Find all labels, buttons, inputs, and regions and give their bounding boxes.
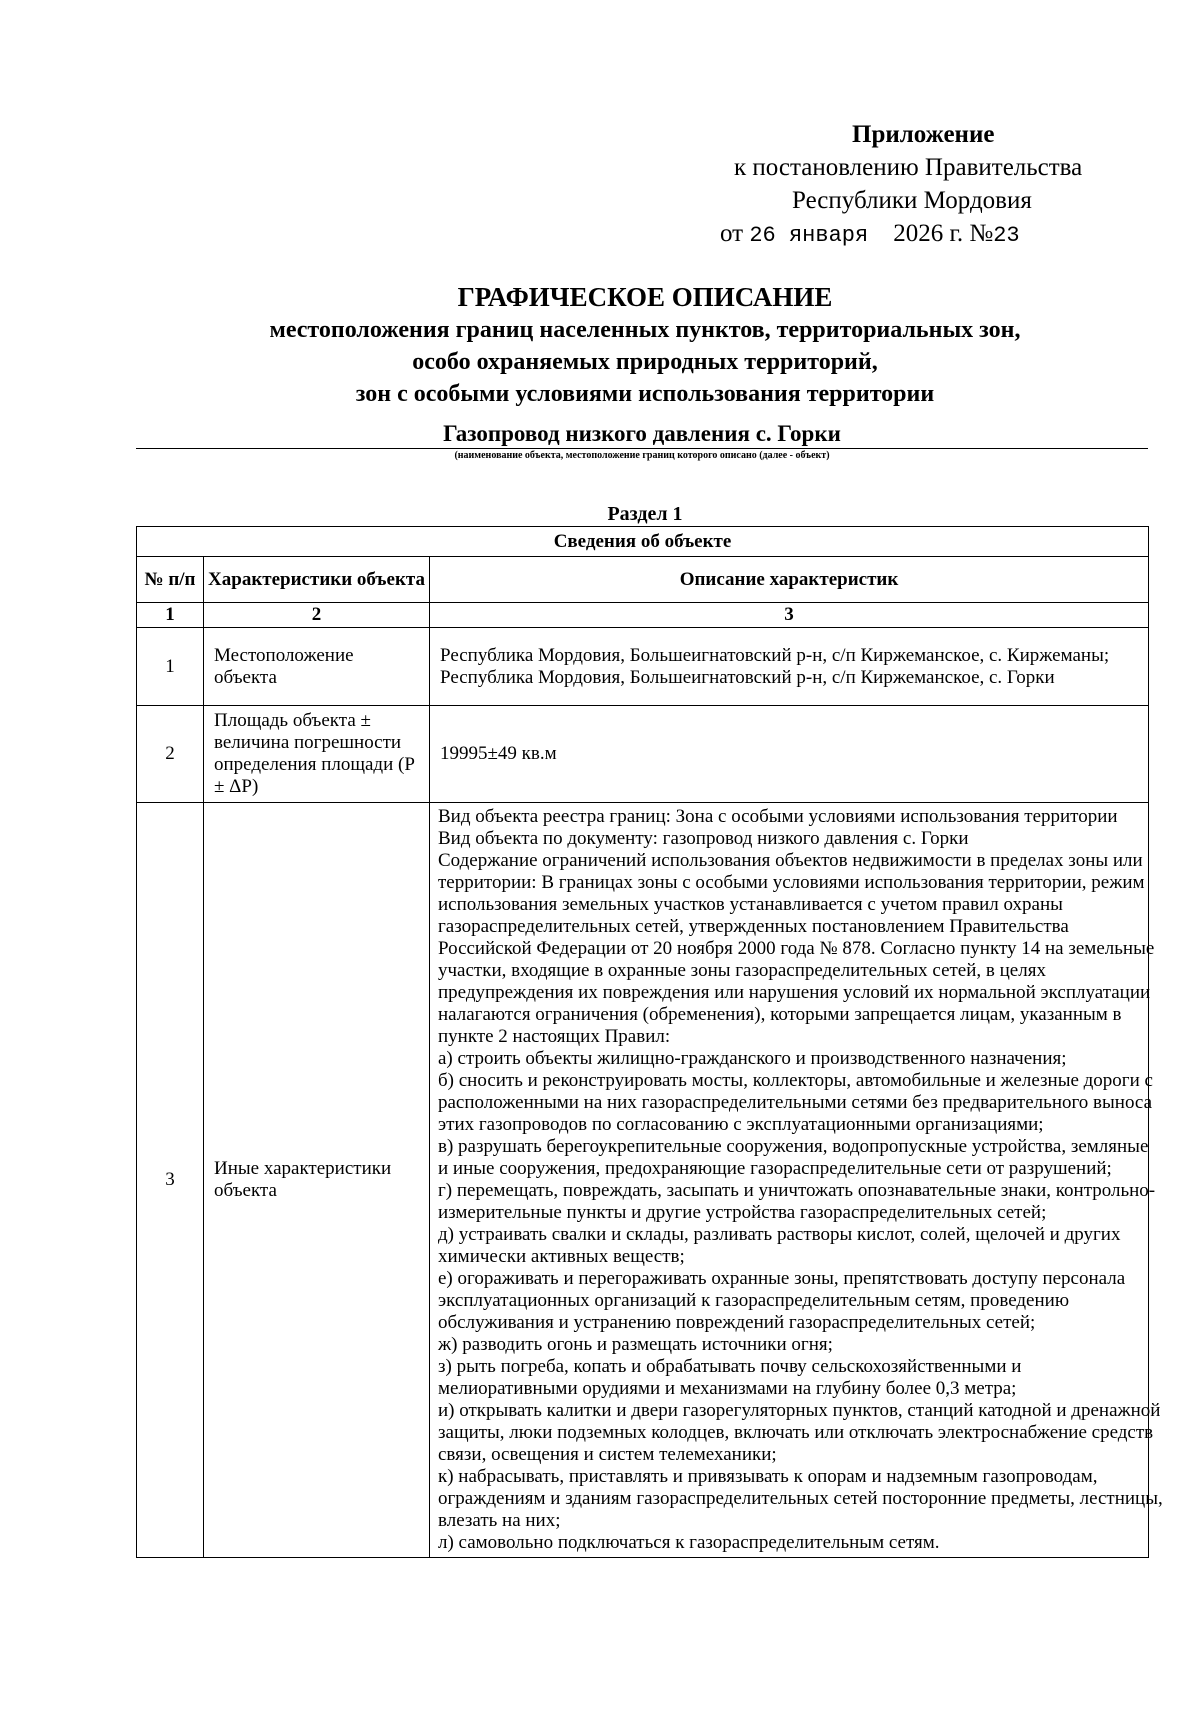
object-name: Газопровод низкого давления с. Горки [136, 420, 1148, 449]
text-line: б) сносить и реконструировать мосты, коллекторы, автомобильные и железные дороги с [438, 1070, 1153, 1091]
header-description: Описание характеристик [430, 557, 1149, 603]
text-line: защиты, люки подземных колодцев, включать или отключать электроснабжение средств [438, 1422, 1154, 1443]
column-index-3: 3 [430, 603, 1149, 628]
text-line: а) строить объекты жилищно-гражданского и производственного назначения; [438, 1048, 1067, 1069]
text-line: Российской Федерации от 20 ноября 2000 года № 878. Согласно пункту 14 на земельные [438, 938, 1155, 959]
text-line: и иные сооружения, предохраняющие газораспределительные сети от разрушений; [438, 1158, 1112, 1179]
text-line: ж) разводить огонь и размещать источники огня; [438, 1334, 833, 1355]
appendix-date: 26 января [749, 223, 869, 248]
column-index-2: 2 [204, 603, 430, 628]
document-title: ГРАФИЧЕСКОЕ ОПИСАНИЕ [457, 282, 833, 312]
document-heading [0, 280, 1200, 410]
table-row [137, 803, 1149, 1558]
header-number: № п/п [137, 557, 204, 603]
row-number: 2 [137, 706, 204, 803]
document-subtitle-line-3: зон с особыми условиями использования территории [355, 381, 935, 407]
object-block [136, 420, 1148, 463]
appendix-number: 23 [993, 223, 1020, 248]
row-label: Площадь объекта ± величина погрешности определения площади (P ± ΔP) [204, 706, 430, 803]
appendix-line-1: к постановлению Правительства [734, 154, 1083, 181]
text-line: измерительные пункты и другие устройства газораспределительных сетей; [438, 1202, 1047, 1223]
appendix-block [720, 118, 1150, 252]
row-label: Местоположение объекта [204, 628, 430, 706]
document-subtitle-line-1: местоположения границ населенных пунктов, территориальных зон, [269, 317, 1021, 343]
section-title: Раздел 1 [607, 503, 683, 525]
text-line: химически активных веществ; [438, 1246, 685, 1267]
row-value [430, 803, 1163, 1558]
text-line: использования земельных участков устанавливается с учетом правил охраны [438, 894, 1063, 915]
object-caption: (наименование объекта, местоположение границ которого описано (далее - объект) [454, 450, 830, 461]
text-line: пункте 2 настоящих Правил: [438, 1026, 671, 1047]
text-line: и) открывать калитки и двери газорегуляторных пунктов, станций катодной и дренажной [438, 1400, 1161, 1421]
text-line: газораспределительных сетей, утвержденных постановлением Правительства [438, 916, 1069, 937]
text-line: территории: В границах зоны с особыми условиями использования территории, режим [438, 872, 1145, 893]
row-number: 3 [137, 803, 204, 1558]
text-line: связи, освещения и систем телемеханики; [438, 1444, 777, 1465]
appendix-date-line [720, 217, 1150, 252]
text-line: эксплуатационных организаций к газораспределительным сетям, проведению [438, 1290, 1070, 1311]
table-row [137, 706, 1149, 803]
text-line: л) самовольно подключаться к газораспределительным сетям. [438, 1532, 940, 1553]
text-line: Вид объекта реестра границ: Зона с особыми условиями использования территории [438, 806, 1118, 827]
row-number: 1 [137, 628, 204, 706]
appendix-year: 2026 г. № [893, 220, 994, 247]
appendix-line-2: Республики Мордовия [792, 187, 1032, 214]
appendix-date-prefix: от [720, 220, 744, 247]
row-value: 19995±49 кв.м [430, 706, 1149, 803]
text-line: Вид объекта по документу: газопровод низкого давления с. Горки [438, 828, 969, 849]
text-line: ограждениям и зданиям газораспределительных сетей посторонние предметы, лестницы, [438, 1488, 1163, 1509]
text-line: з) рыть погреба, копать и обрабатывать почву сельскохозяйственными и [438, 1356, 1022, 1377]
table-row [137, 628, 1149, 706]
text-line: мелиоративными орудиями и механизмами на глубину более 0,3 метра; [438, 1378, 1017, 1399]
text-line: этих газопроводов по согласованию с эксплуатационными организациями; [438, 1114, 1044, 1135]
document-subtitle-line-2: особо охраняемых природных территорий, [412, 349, 878, 375]
text-line: е) огораживать и перегораживать охранные зоны, препятствовать доступу персонала [438, 1268, 1126, 1289]
text-line: обслуживания и устранению повреждений газораспределительных сетей; [438, 1312, 1036, 1333]
text-line: д) устраивать свалки и склады, разливать растворы кислот, солей, щелочей и других [438, 1224, 1121, 1245]
text-line: влезать на них; [438, 1510, 561, 1531]
header-characteristics: Характеристики объекта [204, 557, 430, 603]
column-index-1: 1 [137, 603, 204, 628]
table-caption: Сведения об объекте [137, 527, 1149, 557]
text-line: к) набрасывать, приставлять и привязывать к опорам и надземным газопроводам, [438, 1466, 1098, 1487]
row-label: Иные характеристики объекта [204, 803, 430, 1558]
text-line: в) разрушать берегоукрепительные сооружения, водопропускные устройства, земляные [438, 1136, 1149, 1157]
text-line: г) перемещать, повреждать, засыпать и уничтожать опознавательные знаки, контрольно- [438, 1180, 1156, 1201]
appendix-title: Приложение [852, 121, 995, 148]
text-line: участки, входящие в охранные зоны газораспределительных сетей, в целях [438, 960, 1046, 981]
text-line: расположенными на них газораспределительными сетями без предварительного выноса [438, 1092, 1153, 1113]
text-line: Содержание ограничений использования объектов недвижимости в пределах зоны или [438, 850, 1143, 871]
text-line: налагаются ограничения (обременения), которыми запрещается лицам, указанным в [438, 1004, 1122, 1025]
text-line: предупреждения их повреждения или нарушения условий их нормальной эксплуатации [438, 982, 1151, 1003]
object-info-table [136, 526, 1163, 1558]
row-value: Республика Мордовия, Большеигнатовский р-н, с/п Киржеманское, с. Киржеманы; Республика Мордовия, Большеигнатовский р-н, с/п Киржеманское, с. Горки [430, 628, 1149, 706]
